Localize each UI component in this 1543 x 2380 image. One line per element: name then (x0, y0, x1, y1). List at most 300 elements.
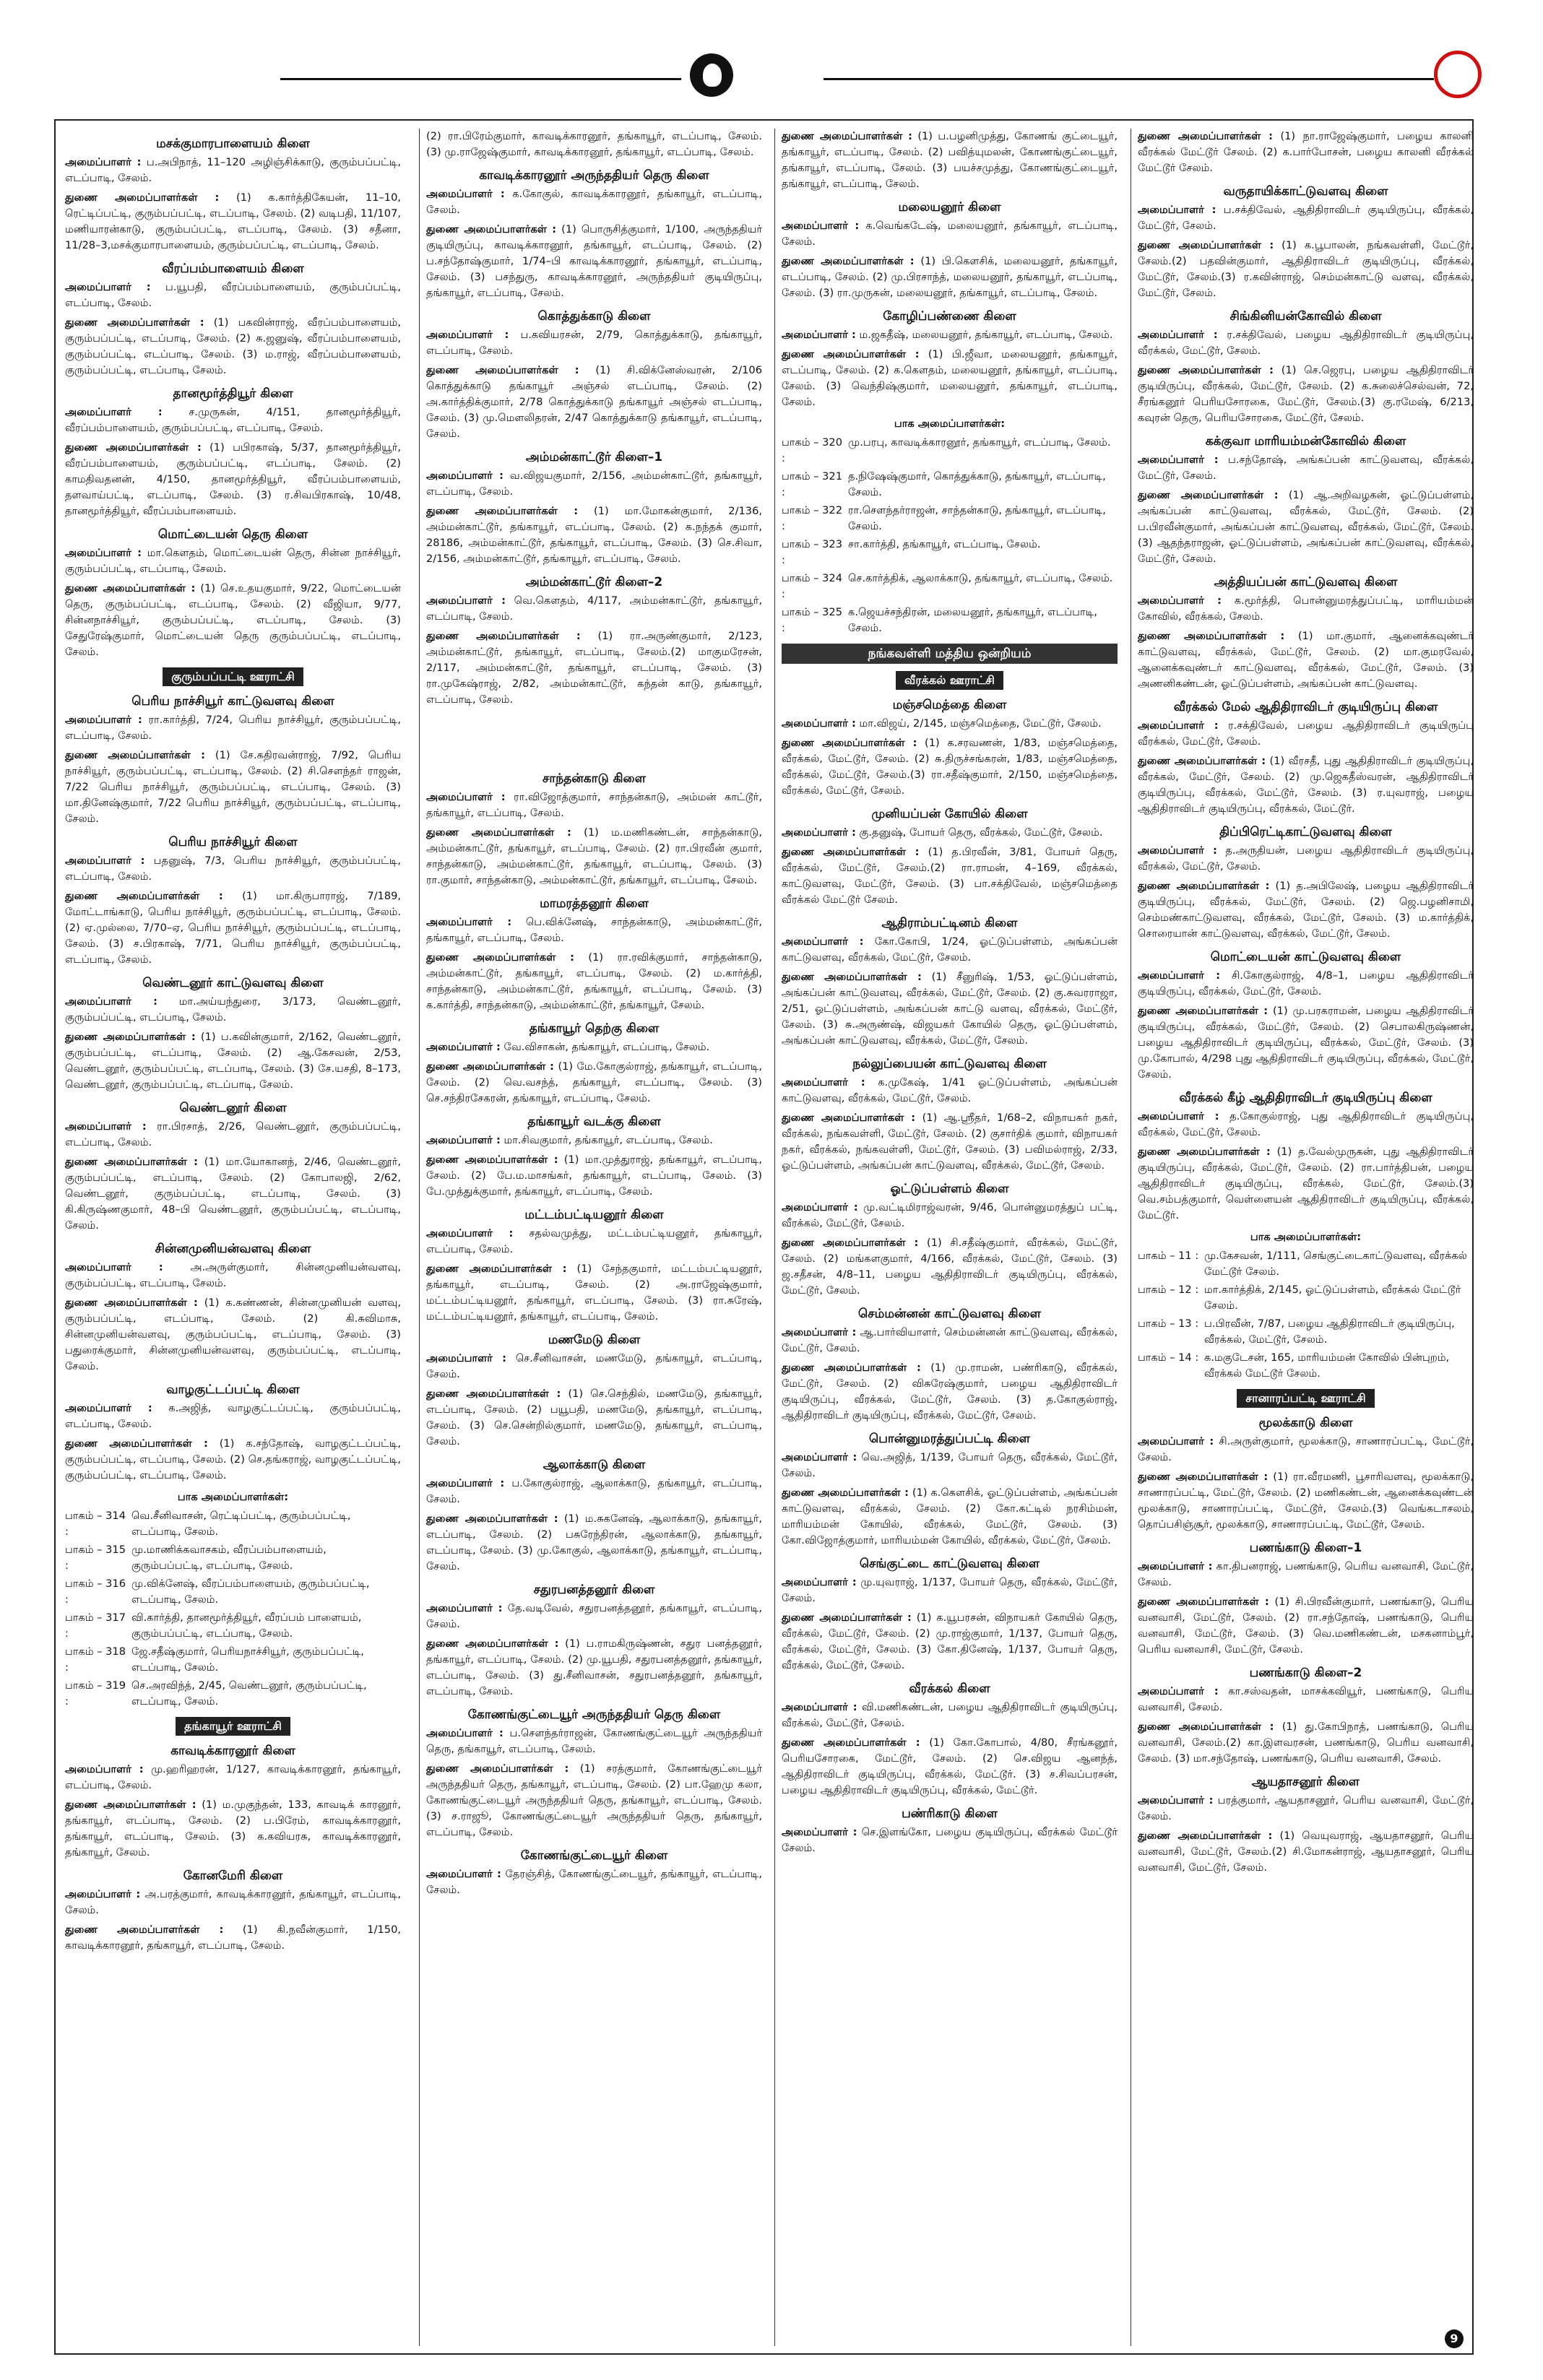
names-text: (1) ப.பழனிமுத்து, கோணங் குட்டையூர், தங்காயூர், எடப்பாடி, சேலம். (2) பவித்யுமலன், கோணங்குட்டையூர், தங்காயூர், எடப்பாடி, சேலம். (3) பயச்சமுத்து, கோணங்குட்டையூர், தங்காயூர், எடப்பாடி, சேலம். (782, 130, 1118, 190)
organizer-entry (782, 347, 1118, 410)
role-label: அமைப்பாளர் : (426, 916, 512, 928)
role-label: அமைப்பாளர் : (782, 1451, 857, 1463)
names-text: ப.சக்திவேல், ஆதிதிராவிடர் குடியிருப்பு, வீரக்கல், மேட்டூர், சேலம். (1138, 204, 1474, 232)
names-text: (1) மே.கோகுல்ராஜ், தங்காயூர், எடப்பாடி, சேலம். (2) வெ.வசந்த், தங்காயூர், எடப்பாடி, சேலம். (3) செ.சந்திரசேகரன், தங்காயூர், எடப்பாடி, சேலம். (426, 1060, 762, 1104)
role-label: அமைப்பாளர் : (426, 1134, 501, 1146)
organizer-entry (426, 363, 762, 442)
booth-organizer: க.மகுடேசன், 165, மாரியம்மன் கோவில் பின்புறம், வீரக்கல் மேட்டூர் சேலம். (1204, 1351, 1450, 1380)
role-label: அமைப்பாளர் : (65, 1120, 147, 1133)
role-label: அமைப்பாளர் : (426, 594, 506, 607)
names-text: ப.கோகுல்ராஜ், ஆலாக்காடு, தங்காயூர், எடப்பாடி, சேலம். (426, 1477, 762, 1505)
organizer-entry (782, 1610, 1118, 1674)
column-divider (774, 129, 775, 2346)
names-text: பெ.விக்னேஷ், சாந்தன்காடு, அம்மன்காட்டூர், தங்காயூர், எடப்பாடி, சேலம். (426, 916, 762, 944)
names-text: (1) க.பூபாலன், நங்கவள்ளி, மேட்டூர், சேலம்.(2) பதவின்குமார், ஆதிதிராவிடர் குடியிருப்பு, வீரக்கல், மேட்டூர், சேலம்.(3) ர.கவின்ராஜ், செம்மன்காட்டு வளவு, வீரக்கல், மேட்டூர், சேலம். (1138, 239, 1474, 299)
booth-row (1138, 1248, 1474, 1280)
organizer-entry (1138, 129, 1474, 176)
names-text: தேரஞ்சித், கோணங்குட்டையூர், தங்காயூர், எடப்பாடி, சேலம். (426, 1868, 762, 1896)
organizer-entry (65, 1029, 401, 1093)
names-text: (1) ப.ராமகிருஷ்ணன், சதுர பனத்தனூர், தங்காயூர், எடப்பாடி, சேலம். (2) மு.யூபதி, சதுரபனத்தனூர், தங்காயூர், எடப்பாடி, சேலம். (3) து.சீனிவாசன், சதுரபனத்தனூர், தங்காயூர், எடப்பாடி, சேலம். (426, 1637, 762, 1697)
section-heading: பண்ரிகாடு கிளை (902, 1806, 998, 1821)
names-text: க.முகேஷ், 1/41 ஓட்டுப்பள்ளம், அங்கப்பன் காட்டுவளவு, வீரக்கல், மேட்டூர், சேலம். (782, 1076, 1118, 1104)
role-label: அமைப்பாளர் : (426, 1477, 505, 1489)
names-text: (1) பபிரகாஷ், 5/37, தானமூர்த்தியூர், வீரப்பம்பாளையம், குரும்பப்பட்டி, எடப்பாடி, சேலம். (2) காமதிவதனன், 4/150, தானமூர்த்தியூர், வீரப்பம்பாளையம், தளவாய்பட்டி, எடப்பாடி, சேலம். (3) ர.சிவபிரகாஷ், 10/48, தானமூர்த்தியூர், வீரப்பம்பாளையம். (65, 441, 401, 517)
role-label: அமைப்பாளர் : (426, 469, 503, 482)
names-text: ச.முருகன், 4/151, தானமூர்த்தியூர், வீரப்பம்பாளையம், குரும்பப்பட்டி, எடப்பாடி, சேலம். (65, 406, 401, 434)
names-text: (1) த.பிரவீன், 3/81, போயர் தெரு, வீரக்கல், மேட்டூர், சேலம்.(2) ரா.ராமன், 4–169, வீரக்கல், காட்டுவளவு, மேட்டூர், சேலம். (3) பா.சக்திவேல், மஞ்சமெத்தை வீரக்கல் மேட்டூர் சேலம். (782, 846, 1118, 906)
organizer-entry (782, 1200, 1118, 1232)
column-4 (1138, 129, 1474, 2346)
names-text: (1) மா.முத்துராஜ், தங்காயூர், எடப்பாடி, சேலம். (2) பே.ம.மாசங்கர், தங்காயூர், எடப்பாடி, சேலம். (3) பே.முத்துக்குமார், தங்காயூர், எடப்பாடி, சேலம். (426, 1154, 762, 1198)
names-text: (1) க.கார்த்திகேயன், 11–10, ரெட்டிப்பட்டி, குரும்பப்பட்டி, எடப்பாடி, சேலம். (2) வடிபதி, 11/107, மணியாரன்காடு, குரும்பப்பட்டி, எடப்பாடி, சேலம். (3) சதீனா, 11/28–3,மசக்குமாரபாளையம், குரும்பப்பட்டி, எடப்பாடி, சேலம். (65, 191, 401, 251)
organizer-entry (65, 1119, 401, 1151)
section-heading: மூலக்காடு கிளை (1258, 1416, 1353, 1430)
role-label: அமைப்பாளர் : (1138, 1794, 1214, 1806)
names-text: (1) பி.கௌசிக், மலையனூர், தங்காயூர், எடப்பாடி, சேலம். (2) மு.பிரசாந்த், மலையனூர், தங்காயூர், எடப்பாடி, சேலம். (3) ரா.முருகன், மலையனூர், தங்காயூர், எடப்பாடி, சேலம். (782, 255, 1118, 299)
organizer-entry (782, 1075, 1118, 1107)
role-label: அமைப்பாளர் : (65, 156, 142, 168)
role-label: துணை அமைப்பாளர்கள் : (1138, 130, 1274, 142)
names-text: த.அருதியன், பழைய ஆதிதிராவிடர் குடியிருப்பு, வீரக்கல், மேட்டூர், சேலம். (1138, 844, 1474, 873)
role-label: துணை அமைப்பாளர்கள் : (426, 1060, 555, 1073)
role-label: அமைப்பாளர் : (426, 1727, 503, 1739)
section-heading: வருதாயிக்காட்டுவளவு கிளை (1223, 184, 1388, 199)
organizer-entry (426, 1476, 762, 1507)
role-label: அமைப்பாளர் : (65, 854, 145, 867)
role-label: அமைப்பாளர் : (782, 717, 856, 730)
organizer-entry (426, 950, 762, 1013)
role-label: அமைப்பாளர் : (426, 1602, 503, 1614)
names-text: (1) சி.சதீஷ்குமார், வீரக்கல், மேட்டூர், சேலம். (2) மங்களகுமார், 4/166, வீரக்கல், மேட்டூர், சேலம். (3) ஜ.சதீசன், 4/8–11, பழைய ஆதிதிராவிடர் குடியிருப்பு, வீரக்கல், மேட்டூர், சேலம். (782, 1237, 1118, 1297)
section-heading: கொத்துக்காடு கிளை (537, 309, 651, 324)
names-text: (1) த.அபிலேஷ், பழைய ஆதிதிராவிடர் குடியிருப்பு, வீரக்கல், மேட்டூர், சேலம். (2) ஜெ.பழனிசாமி, செம்மண்காட்டுவளவு, வீரக்கல், மேட்டூர், சேலம். (3) ம.கார்த்திக், சொரையான் காட்டுவளவு, வீரக்கல், மேட்டூர், சேலம். (1138, 880, 1474, 940)
booth-organizer: மு.விக்னேஷ், வீரப்பம்பாளையம், குரும்பப்பட்டி, எடப்பாடி, சேலம். (131, 1578, 370, 1606)
names-text: ப.அபிநாத், 11–120 அழிஞ்சிக்காடு, குரும்பப்பட்டி, எடப்பாடி, சேலம். (65, 156, 401, 184)
names-text: மு.ஹரிஹரன், 1/127, காவடிக்காரனூர், தங்காயூர், எடப்பாடி, சேலம். (65, 1763, 401, 1791)
names-text: (1) மா.குமார், ஆனைக்கவுண்டர் காட்டுவளவு, வீரக்கல், மேட்டூர், சேலம். (2) மா.குமரவேல், ஆனைக்கவுண்டர் காட்டுவளவு, வீரக்கல், மேட்டூர், சேலம். (3) அணனிகண்டன், ஓட்டுப்பள்ளம், அங்கப்பன் காட்டுவளவு. (1138, 630, 1474, 690)
booth-row (782, 469, 1118, 501)
organizer-entry (65, 1922, 401, 1954)
role-label: அமைப்பாளர் : (65, 1261, 163, 1273)
role-label: அமைப்பாளர் : (1138, 1560, 1213, 1572)
booth-row (65, 1644, 401, 1676)
role-label: துணை அமைப்பாளர்கள் : (65, 1031, 196, 1043)
organizer-entry (1138, 1003, 1474, 1083)
booth-number: பாகம் – 324 : (782, 572, 842, 600)
page-header (0, 43, 1543, 108)
section-heading: காவடிக்காரனூர் அருந்ததியர் தெரு கிளை (479, 168, 709, 183)
role-label: துணை அமைப்பாளர்கள் : (782, 1736, 920, 1749)
names-text: ரா.பிரசாத், 2/26, வெண்டனூர், குரும்பப்பட்டி, எடப்பாடி, சேலம். (65, 1120, 401, 1148)
names-text: (1) த.வேல்முருகன், புது ஆதிதிராவிடர் குடியிருப்பு, வீரக்கல், மேட்டூர், சேலம். (2) ரா.பார்த்திபன், பழைய ஆதிதிராவிடர் குடியிருப்பு, வீரக்கல், மேட்டூர், சேலம்.(3) வெ.சம்பத்குமார், வெள்ளையன் ஆதிதிராவிடர் குடியிருப்பு, வீரக்கல், மேட்டூர். (1138, 1146, 1474, 1221)
booth-row (65, 1508, 401, 1540)
booth-organizer: மா.கார்த்திக், 2/145, ஓட்டுப்பள்ளம், வீரக்கல் மேட்டூர் சேலம். (1204, 1284, 1461, 1312)
role-label: அமைப்பாளர் : (426, 1868, 501, 1880)
role-label: துணை அமைப்பாளர்கள் : (782, 1237, 919, 1249)
names-text: ர.சக்திவேல், பழைய ஆதிதிராவிடர் குடியிருப்பு வீரக்கல், மேட்டூர், சேலம். (1138, 719, 1474, 748)
role-label: துணை அமைப்பாளர்கள் : (782, 846, 920, 858)
organizer-entry (782, 254, 1118, 301)
booth-organizer: மு.பரபு, காவடிக்காரனூர், தங்காயூர், எடப்பாடி, சேலம். (848, 436, 1111, 449)
role-label: அமைப்பாளர் : (65, 995, 157, 1008)
names-text: (1) சேந்தகுமார், மட்டம்பட்டியனூர், தங்காயூர், எடப்பாடி, சேலம். (2) அ.ராஜேஷ்குமார், மட்டம்பட்டியனூர், தங்காயூர், எடப்பாடி, சேலம். (3) ரா.சுரேஷ், மட்டம்பட்டியனூர், தங்காயூர், எடப்பாடி, சேலம். (426, 1263, 762, 1323)
names-text: அ.அருள்குமார், சின்னமுனியன்வளவு, குரும்பப்பட்டி, எடப்பாடி, சேலம். (65, 1261, 401, 1289)
organizer-entry (782, 969, 1118, 1049)
section-heading: மஞ்சமெத்தை கிளை (892, 698, 1007, 712)
names-text: (1) செ.ஜெரபு, பழைய ஆதிதிராவிடர் குடியிருப்பு, வீரக்கல், மேட்டூர், சேலம். (2) க.சுலைச்செல்வன், 72, சீரங்கனூர் பெரியசோரகை, மேட்டூர், சேலம்.(3) கு.ரமேஷ், 6/213, கவுரன் தெரு, பெரியசோரகை, மேட்டூர், சேலம். (1138, 364, 1474, 424)
organizer-entry (65, 315, 401, 378)
role-label: துணை அமைப்பாளர்கள் : (426, 826, 571, 839)
names-text: வெ.கௌதம், 4/117, அம்மன்காட்டூர், தங்காயூர், எடப்பாடி, சேலம். (426, 594, 762, 623)
organizer-entry (426, 1152, 762, 1200)
organizer-entry (1138, 238, 1474, 301)
booth-organizer: த.நிஷேஷ்குமார், கொத்துக்காடு, தங்காயூர், எடப்பாடி, சேலம். (848, 470, 1106, 498)
role-label: துணை அமைப்பாளர்கள் : (426, 1388, 561, 1400)
section-heading: ஆலாக்காடு கிளை (543, 1458, 646, 1472)
names-text: ப.யூபதி, வீரப்பம்பாளையம், குரும்பப்பட்டி, எடப்பாடி, சேலம். (65, 281, 401, 309)
role-label: துணை அமைப்பாளர்கள் : (65, 749, 205, 761)
role-label: அமைப்பாளர் : (782, 826, 856, 839)
role-label: அமைப்பாளர் : (1138, 594, 1222, 607)
names-text: (1) மா.மோகன்குமார், 2/136, அம்மன்காட்டூர், தங்காயூர், எடப்பாடி, சேலம். (2) க.நந்தக் குமார், 28186, அம்மன்காட்டூர், தங்காயூர், எடப்பாடி, சேலம். (3) செ.சிவா, 2/156, அம்மன்காட்டூர், தங்காயூர், எடப்பாடி, சேலம். (426, 505, 762, 565)
organizer-entry (1138, 1594, 1474, 1658)
organizer-entry (1138, 968, 1474, 1000)
organizer-entry (782, 1450, 1118, 1481)
section-heading: பெரிய நாச்சியூர் காட்டுவளவு கிளை (131, 694, 334, 709)
organizer-entry (65, 155, 401, 186)
section-heading: காவடிக்காரனூர் கிளை (170, 1744, 295, 1758)
section-heading: மலையனூர் கிளை (898, 200, 1001, 215)
section-heading: மணமேடு கிளை (548, 1333, 641, 1347)
names-text: த.கோகுல்ராஜ், புது ஆதிதிராவிடர் குடியிருப்பு, வீரக்கல், மேட்டூர், சேலம். (1138, 1110, 1474, 1138)
role-label: துணை அமைப்பாளர்கள் : (1138, 880, 1270, 892)
names-text: ரா.கார்த்தி, 7/24, பெரிய நாச்சியூர், குரும்பப்பட்டி, எடப்பாடி, சேலம். (65, 714, 401, 742)
role-label: அமைப்பாளர் : (65, 1402, 152, 1414)
booth-number: பாகம் – 317 : (65, 1611, 126, 1640)
role-label: அமைப்பாளர் : (426, 329, 509, 341)
organizer-entry (1138, 843, 1474, 875)
organizer-entry (782, 934, 1118, 966)
organizer-entry (782, 327, 1118, 343)
booth-number: பாகம் – 14 : (1138, 1351, 1199, 1364)
organizer-entry (1138, 753, 1474, 817)
organizer-entry (1138, 1828, 1474, 1876)
names-text: ப.சந்தோஷ், அங்கப்பன் காட்டுவளவு, வீரக்கல், மேட்டூர், சேலம். (1138, 454, 1474, 482)
names-text: கா.திபனராஜ், பணங்காடு, பெரிய வனவாசி, மேட்டூர், சேலம். (1138, 1560, 1474, 1588)
section-heading: ஆயதாசனூர் கிளை (1251, 1775, 1360, 1789)
section-heading: நல்லுப்பையன் காட்டுவளவு கிளை (852, 1057, 1047, 1071)
names-text: சி.கோகுல்ராஜ், 4/8–1, பழைய ஆதிதிராவிடர் குடியிருப்பு, வீரக்கல், மேட்டூர், சேலம். (1138, 969, 1474, 998)
names-text: (1) கி.நவீன்குமார், 1/150, காவடிக்காரனூர், தங்காயூர், எடப்பாடி, சேலம். (65, 1924, 401, 1952)
continued-text: (2) ரா.பிரேம்குமார், காவடிக்காரனூர், தங்காயூர், எடப்பாடி, சேலம். (3) மு.ராஜேஷ்குமார், காவடிக்காரனூர், தங்காயூர், எடப்பாடி, சேலம். (426, 130, 762, 158)
masthead-emblem-icon (690, 53, 733, 97)
organizer-entry (782, 1825, 1118, 1856)
names-text: கோ.கோபி, 1/24, ஓட்டுப்பள்ளம், அங்கப்பன் காட்டுவளவு, வீரக்கல், மேட்டூர், சேலம். (782, 935, 1118, 964)
organizer-entry (426, 1351, 762, 1382)
organizer-entry (65, 748, 401, 827)
names-text: (1) செ.உதயகுமார், 9/22, மொட்டையன் தெரு, குரும்பப்பட்டி, எடப்பாடி, சேலம். (2) வீஜியா, 9/77, சின்னநாச்சியூர், குரும்பப்பட்டி, எடப்பாடி, சேலம். (3) சேதுரேஷ்குமார், மொட்டையன் தெரு குரும்பப்பட்டி, எடப்பாடி, சேலம். (65, 582, 401, 658)
organizer-entry (1138, 1109, 1474, 1141)
column-1 (65, 129, 401, 2346)
organizer-entry (782, 1735, 1118, 1799)
role-label: அமைப்பாளர் : (426, 188, 505, 200)
section-heading: சதுரபனத்தனூர் கிளை (533, 1583, 655, 1597)
booth-organizer: செ.கார்த்திக், ஆலாக்காடு, தங்காயூர், எடப்பாடி, சேலம். (848, 572, 1113, 584)
panchayat-label: வீரக்கல் ஊராட்சி (896, 671, 1003, 690)
role-label: துணை அமைப்பாளர்கள் : (65, 1297, 198, 1309)
role-label: துணை அமைப்பாளர்கள் : (65, 1156, 198, 1168)
role-label: துணை அமைப்பாளர்கள் : (782, 130, 912, 142)
organizer-entry (426, 1059, 762, 1107)
names-text: மா.அய்யந்துரை, 3/173, வெண்டனூர், குரும்பப்பட்டி, எடப்பாடி, சேலம். (65, 995, 401, 1024)
role-label: அமைப்பாளர் : (1138, 969, 1221, 982)
booth-number: பாகம் – 320 : (782, 436, 842, 464)
role-label: அமைப்பாளர் : (426, 1352, 506, 1364)
organizer-entry (65, 1260, 401, 1291)
names-text: வி.மணிகண்டன், பழைய ஆதிதிராவிடர் குடியிருப்பு, வீரக்கல், மேட்டூர், சேலம். (782, 1701, 1118, 1729)
section-heading: கோணங்குட்டையூர் அருந்ததியர் தெரு கிளை (467, 1708, 721, 1722)
booth-number: பாகம் – 315 : (65, 1544, 126, 1572)
names-text: மா.விஜய், 2/145, மஞ்சமெத்தை, மேட்டூர், சேலம். (859, 717, 1102, 730)
role-label: துணை அமைப்பாளர்கள் : (1138, 239, 1274, 251)
union-banner: நங்கவள்ளி மத்திய ஒன்றியம் (782, 644, 1118, 664)
names-text: (1) ரா.அருண்குமார், 2/123, அம்மன்காட்டூர், தங்காயூர், எடப்பாடி, சேலம்.(2) மாகுமரேசன், 2/117, அம்மன்காட்டூர், தங்காயூர், எடப்பாடி, சேலம். (3) ரா.முகேஷ்ராஜ், 2/82, அம்மன்காட்டூர், கந்தன் காடு, தங்காயூர், எடப்பாடி, சேலம். (426, 630, 762, 706)
organizer-entry (782, 1575, 1118, 1606)
names-text: ப.சௌந்தர்ராஜன், கோணங்குட்டையூர் அருந்ததியர் தெரு, தங்காயூர், எடப்பாடி, சேலம். (426, 1727, 762, 1755)
section-heading: கோழிப்பண்ணை கிளை (883, 309, 1016, 324)
names-text: செ.இளங்கோ, பழைய குடியிருப்பு, வீரக்கல் மேட்டூர் சேலம். (782, 1826, 1118, 1854)
role-label: அமைப்பாளர் : (782, 1701, 857, 1713)
organizer-entry (1138, 628, 1474, 692)
names-text: (1) சி.விக்னேஸ்வரன், 2/106 கொத்துக்காடு தங்காயூர் அஞ்சல் எடப்பாடி, சேலம். (2) அ.கார்த்திக்குமார், 2/78 கொத்துக்காடு தங்காயூர் அஞ்சல் எடப்பாடி, சேலம். (3) மு.மௌலிதரன், 2/47 கொத்துக்காடு தங்காயூர், எடப்பாடி, சேலம். (426, 364, 762, 440)
names-text: பரத்குமார், ஆயதாசனூர், பெரிய வனவாசி, மேட்டூர், சேலம். (1138, 1794, 1474, 1822)
organizer-entry (1138, 363, 1474, 426)
organizer-entry (426, 1226, 762, 1258)
booth-number: பாகம் – 321 : (782, 470, 842, 498)
role-label: துணை அமைப்பாளர்கள் : (782, 255, 915, 267)
organizer-entry (782, 1235, 1118, 1299)
organizer-entry (65, 712, 401, 744)
role-label: அமைப்பாளர் : (65, 547, 142, 559)
names-text: க.மூர்த்தி, பொன்னுமரத்துப்பட்டி, மாரியம்மன் கோவில், வீரக்கல், சேலம். (1138, 594, 1474, 623)
role-label: அமைப்பாளர் : (1138, 329, 1218, 341)
role-label: துணை அமைப்பாளர்கள் : (782, 1362, 921, 1374)
role-label: துணை அமைப்பாளர்கள் : (782, 737, 917, 749)
role-label: துணை அமைப்பாளர்கள் : (65, 582, 196, 594)
names-text: செ.சீனிவாசன், மணமேடு, தங்காயூர், எடப்பாடி, சேலம். (426, 1352, 762, 1380)
panchayat-label: சானாரப்பட்டி ஊராட்சி (1237, 1389, 1374, 1408)
organizer-entry (65, 545, 401, 577)
names-text: ரா.விஜோத்குமார், சாந்தன்காடு, அம்மன் காட்டூர், தங்காயூர், எடப்பாடி, சேலம். (426, 791, 762, 819)
section-heading: பணங்காடு கிளை–1 (1249, 1541, 1362, 1555)
names-text: (1) ஆ.அறிவழகன், ஓட்டுப்பள்ளம், அங்கப்பன் காட்டுவளவு, வீரக்கல், மேட்டூர், சேலம். (2) ப.பிரவீன்குமார், அங்கப்பன் காட்டுவளவு, வீரக்கல், மேட்டூர், சேலம்.(3) ஆதந்தராஜன், ஓட்டுப்பள்ளம், அங்கப்பன் காட்டுவளவு, வீரக்கல், மேட்டூர், சேலம். (1138, 489, 1474, 565)
names-text: (1) ம.சுகனேஷ், ஆலாக்காடு, தங்காயூர், எடப்பாடி, சேலம். (2) பசுரேந்திரன், ஆலாக்காடு, தங்காயூர், எடப்பாடி, சேலம். (3) மு.கோகுல், ஆலாக்காடு, தங்காயூர், எடப்பாடி, சேலம். (426, 1513, 762, 1572)
organizer-entry (65, 853, 401, 885)
names-text: (1) பகவின்ராஜ், வீரப்பம்பாளையம், குரும்பப்பட்டி, எடப்பாடி, சேலம். (2) சு.ஜனுஷ், வீரப்பம்பாளையம், குரும்பப்பட்டி, எடப்பாடி, சேலம். (3) ம.ராஜ், வீரப்பம்பாளையம், குரும்பப்பட்டி, எடப்பாடி, சேலம். (65, 316, 401, 376)
section-heading: சின்னமுனியன்வளவு கிளை (155, 1242, 311, 1256)
names-text: (1) க.சரவணன், 1/83, மஞ்சமெத்தை, வீரக்கல், மேட்டூர், சேலம். (2) சு.திருச்சங்கரன், 1/83, மஞ்சமெத்தை, வீரக்கல், மேட்டூர், சேலம்.(3) ரா.சதீஷ்குமார், 2/150, மஞ்சமெத்தை, வீரக்கல், மேட்டூர், சேலம். (782, 737, 1118, 797)
organizer-entry (426, 1726, 762, 1757)
role-label: துணை அமைப்பாளர்கள் : (426, 1154, 558, 1166)
organizer-entry (65, 1797, 401, 1861)
section-heading: திப்பிரெட்டிகாட்டுவளவு கிளை (1219, 825, 1392, 839)
section-heading: பொன்னுமரத்துப்பட்டி கிளை (869, 1432, 1030, 1446)
role-label: துணை அமைப்பாளர்கள் : (1138, 364, 1274, 376)
spacer (426, 711, 762, 763)
role-label: துணை அமைப்பாளர்கள் : (1138, 1596, 1269, 1608)
organizer-entry (426, 1261, 762, 1325)
section-heading: வெண்டனூர் கிளை (179, 1101, 287, 1115)
organizer-entry (782, 218, 1118, 250)
role-label: துணை அமைப்பாளர்கள் : (426, 1263, 567, 1275)
organizer-entry (65, 1762, 401, 1793)
section-heading: மொட்டையன் காட்டுவளவு கிளை (1210, 950, 1401, 964)
names-text: (1) ப.கவின்குமார், 2/162, வெண்டனூர், குரும்பப்பட்டி, எடப்பாடி, சேலம். (2) ஆ.கேசவன், 2/53, வெண்டனூர், குரும்பப்பட்டி, எடப்பாடி, சேலம். (3) சே.யசதி, 8–173, வெண்டனூர், குரும்பப்பட்டி, எடப்பாடி, சேலம். (65, 1031, 401, 1091)
role-label: துணை அமைப்பாளர்கள் : (782, 1611, 912, 1624)
names-text: (1) மா.யோகானந், 2/46, வெண்டனூர், குரும்பப்பட்டி, எடப்பாடி, சேலம். (2) கோபாலஜி, 2/62, வெண்டனூர், குரும்பப்பட்டி, எடப்பாடி, சேலம். (3) கி.கிருஷ்ணகுமார், 48–பி வெண்டனூர், குரும்பப்பட்டி, எடப்பாடி, சேலம். (65, 1156, 401, 1232)
organizer-entry (65, 581, 401, 660)
role-label: துணை அமைப்பாளர்கள் : (65, 1799, 196, 1811)
organizer-entry (426, 327, 762, 359)
booth-organizer: க.ஜெயச்சந்திரன், மலையனூர், தங்காயூர், எடப்பாடி, சேலம். (848, 606, 1097, 634)
role-label: அமைப்பாளர் : (1138, 844, 1217, 857)
names-text: சி.அருள்குமார், மூலக்காடு, சாணாரப்பட்டி, மேட்டூர், சேலம். (1138, 1435, 1474, 1463)
role-label: துணை அமைப்பாளர்கள் : (426, 1637, 559, 1650)
names-text: பதனுஷ், 7/3, பெரிய நாச்சியூர், குரும்பப்பட்டி, எடப்பாடி, சேலம். (65, 854, 401, 883)
names-text: சதல்வமுத்து, மட்டம்பட்டியனூர், தங்காயூர், எடப்பாடி, சேலம். (426, 1227, 762, 1255)
organizer-entry (426, 1866, 762, 1898)
names-text: (1) வெயுவராஜ், ஆயதாசனூர், பெரிய வனவாசி, மேட்டூர், சேலம்.(2) சி.மோகன்ராஜ், ஆயதாசனூர், பெரிய வனவாசி, மேட்டூர், சேலம். (1138, 1830, 1474, 1874)
section-heading: வீரக்கல் கீழ் ஆதிதிராவிடர் குடியிருப்பு கிளை (1179, 1091, 1432, 1105)
organizer-entry (65, 190, 401, 254)
organizer-entry (426, 1133, 762, 1148)
names-text: ஆ.பார்வியாளர், செம்மன்னன் காட்டுவளவு, வீரக்கல், மேட்டூர், சேலம். (782, 1326, 1118, 1354)
organizer-entry (426, 503, 762, 567)
names-text: ர.சக்திவேல், பழைய ஆதிதிராவிடர் குடியிருப்பு, வீரக்கல், மேட்டூர், சேலம். (1138, 329, 1474, 357)
section-heading: பெரிய நாச்சியூர் கிளை (168, 835, 298, 849)
booth-number: பாகம் – 316 : (65, 1578, 126, 1606)
names-text: மு.வட்டிமிராஜ்வரன், 9/46, பொன்னுமரத்துப் பட்டி, வீரக்கல், மேட்டூர், சேலம். (782, 1201, 1118, 1229)
section-heading: வாழகுட்டப்பட்டி கிளை (166, 1382, 300, 1397)
names-text: (1) து.கோபிநாத், பணங்காடு, பெரிய வனவாசி, சேலம்.(2) கா.இளவரசன், பணங்காடு, பெரிய வனவாசி, சேலம். (3) மா.சந்தோஷ், பணங்காடு, பெரிய வனவாசி, சேலம். (1138, 1721, 1474, 1765)
panchayat-label: தங்காயூர் ஊராட்சி (176, 1717, 290, 1736)
role-label: அமைப்பாளர் : (65, 1763, 144, 1775)
section-heading: வீரக்கல் கிளை (909, 1682, 990, 1696)
section-heading: சாந்தன்காடு கிளை (543, 771, 646, 786)
organizer-entry (1138, 1144, 1474, 1224)
organizer-entry (65, 440, 401, 519)
organizer-entry (65, 1401, 401, 1432)
booth-number: பாகம் – 318 : (65, 1645, 126, 1674)
role-label: துணை அமைப்பாளர்கள் : (426, 223, 557, 235)
section-heading: வெண்டனூர் காட்டுவளவு கிளை (142, 976, 324, 990)
role-label: துணை அமைப்பாளர்கள் : (426, 951, 574, 964)
names-text: மு.யுவராஜ், 1/137, போயர் தெரு, வீரக்கல், மேட்டூர், சேலம். (782, 1576, 1118, 1604)
section-heading: கோனமேரி கிளை (183, 1869, 283, 1883)
section-heading: மாமரத்தனூர் கிளை (540, 896, 649, 911)
booth-row (782, 605, 1118, 636)
section-heading: மட்டம்பட்டியனூர் கிளை (524, 1208, 664, 1222)
section-heading: சிங்கினியன்கோவில் கிளை (1229, 309, 1382, 324)
organizer-entry (782, 129, 1118, 192)
header-rule-left (280, 78, 681, 80)
names-text: (1) ஆ.ஸ்ரீதர், 1/68–2, விநாயகர் நகர், வீரக்கல், நங்கவள்ளி, மேட்டூர், சேலம். (2) குசார்திக் குமார், விநாயகர் நகர், வீரக்கல், நங்கவள்ளி, மேட்டூர், சேலம். (3) பவிமல்ராஜ், 2/33, ஓட்டுப்பள்ளம், அங்கப்பன் காட்டுவளவு, வீரக்கல், மேட்டூர், சேலம். (782, 1112, 1118, 1172)
role-label: அமைப்பாளர் : (426, 791, 506, 803)
booth-organizer: வி.கார்த்தி, தானமூர்த்தியூர், வீரப்பம் பாளையம், குரும்பப்பட்டி, எடப்பாடி, சேலம். (131, 1611, 362, 1640)
role-label: துணை அமைப்பாளர்கள் : (1138, 489, 1279, 501)
names-text: (1) பி.ஜீவா, மலையனூர், தங்காயூர், எடப்பாடி, சேலம். (2) க.கௌதம், மலையனூர், தங்காயூர், எடப்பாடி, சேலம். (3) வெந்திஷ்குமார், மலையனூர், தங்காயூர், எடப்பாடி, சேலம். (782, 348, 1118, 408)
role-label: துணை அமைப்பாளர்கள் : (1138, 755, 1266, 767)
role-label: துணை அமைப்பாளர்கள் : (1138, 1471, 1268, 1483)
names-text: (1) க.கௌசிக், ஓட்டுப்பள்ளம், அங்கப்பன் காட்டுவளவு, வீரக்கல், சேலம். (2) கோ.கட்டில் நரசிம்மன், மாரியம்மன் கோயில், வீரக்கல், மேட்டூர், சேலம். (3) கோ.விஜோத்குமார், மாரியம்மன் கோயில், வீரக்கல், மேட்டூர், சேலம். (782, 1487, 1118, 1546)
role-label: அமைப்பாளர் : (782, 1201, 858, 1213)
names-text: (1) வீரசதீ, புது ஆதிதிராவிடர் குடியிருப்பு, வீரக்கல், மேட்டூர், சேலம். (2) மு.ஜெகதீஸ்வரன், ஆதிதிராவிடர் குடியிருப்பு, வீரக்கல், மேட்டூர், சேலம். (3) ர.யுவராஜ், பழைய ஆதிதிராவிடர் குடியிருப்பு, வீரக்கல், மேட்டூர். (1138, 755, 1474, 815)
booth-row (1138, 1282, 1474, 1314)
booth-row (782, 435, 1118, 467)
section-heading: தானமூர்த்தியூர் கிளை (173, 386, 293, 401)
role-label: அமைப்பாளர் : (1138, 719, 1219, 732)
role-label: துணை அமைப்பாளர்கள் : (426, 505, 579, 517)
names-text: ம.ஜகதீஷ், மலையனூர், தங்காயூர், எடப்பாடி, சேலம். (859, 329, 1113, 341)
red-circle-icon (1434, 51, 1482, 98)
role-label: துணை அமைப்பாளர்கள் : (426, 630, 581, 642)
names-text: (1) ம.முகுந்தன், 133, காவடிக் காரனூர், தங்காயூர், எடப்பாடி, சேலம். (2) ப.பிரேம், காவடிக்காரனூர், தங்காயூர், எடப்பாடி, சேலம். (3) க.கவியரசு, காவடிக்காரனூர், தங்காயூர், சேலம். (65, 1799, 401, 1858)
names-text: மா.கௌதம், மொட்டையன் தெரு, சின்ன நாச்சியூர், குரும்பப்பட்டி, எடப்பாடி, சேலம். (65, 547, 401, 575)
names-text: அ.பரத்குமார், காவடிக்காரனூர், தங்காயூர், எடப்பாடி, சேலம். (65, 1888, 401, 1916)
column-3 (782, 129, 1118, 2346)
role-label: துணை அமைப்பாளர்கள் : (782, 1487, 909, 1499)
names-text: கா.சஸ்வதன், மாசக்கவியூர், பணங்காடு, பெரிய வனவாசி, சேலம். (1138, 1685, 1474, 1713)
names-text: க.கோகுல், காவடிக்காரனூர், தங்காயூர், எடப்பாடி, சேலம். (426, 188, 762, 216)
role-label: துணை அமைப்பாளர்கள் : (65, 1924, 224, 1936)
names-text: வே.விசாகன், தங்காயூர், எடப்பாடி, சேலம். (503, 1041, 710, 1053)
organizer-entry (1138, 452, 1474, 484)
role-label: அமைப்பாளர் : (1138, 1685, 1219, 1697)
organizer-entry (782, 844, 1118, 908)
booth-organizer: வெ.சீனிவாசன், ரெட்டிப்பட்டி, குரும்பப்பட்டி, எடப்பாடி, சேலம். (131, 1510, 351, 1538)
organizer-entry (65, 404, 401, 436)
names-text: (1) கோ.கோபால், 4/80, சீரங்கனூர், பெரியசோரகை, மேட்டூர், சேலம். (2) செ.விஜய ஆனந்த், ஆதிதிராவிடர் குடியிருப்பு, வீரக்கல், மேட்டூர். (3) ச.சிவப்பரசன், பழைய ஆதிதிராவிடர் குடியிருப்பு, வீரக்கல், மேட்டூர். (782, 1736, 1118, 1796)
booth-organizer: மு.கேசவன், 1/111, செங்குட்டைகாட்டுவளவு, வீரக்கல் மேட்டூர் சேலம். (1204, 1250, 1467, 1278)
section-heading: மசக்குமாரபாளையம் கிளை (156, 137, 310, 151)
names-text: (1) நா.ராஜேஷ்குமார், பழைய காலனி வீரக்கல் மேட்டூர் சேலம். (2) க.பார்போசன், பழைய காலனி வீரக்கல் மேட்டூர் சேலம். (1138, 130, 1474, 174)
section-heading: செங்குட்டை காட்டுவளவு கிளை (859, 1557, 1040, 1571)
booth-organizer: சா.கார்த்தி, தங்காயூர், எடப்பாடி, சேலம். (848, 538, 1041, 550)
role-label: அமைப்பாளர் : (1138, 204, 1216, 216)
section-heading: பணங்காடு கிளை–2 (1249, 1666, 1362, 1680)
organizer-entry (426, 628, 762, 708)
subsection-heading: பாக அமைப்பாளர்கள்: (1250, 1231, 1362, 1243)
organizer-entry (1138, 1793, 1474, 1825)
organizer-entry (782, 1485, 1118, 1549)
role-label: அமைப்பாளர் : (782, 1076, 865, 1089)
role-label: துணை அமைப்பாளர்கள் : (426, 364, 579, 376)
organizer-entry (65, 888, 401, 968)
booth-number: பாகம் – 323 : (782, 538, 842, 566)
organizer-entry (1138, 327, 1474, 359)
organizer-entry (65, 1154, 401, 1234)
role-label: துணை அமைப்பாளர்கள் : (1138, 1146, 1271, 1158)
booth-row (782, 503, 1118, 535)
page-number: 9 (1445, 2329, 1464, 2348)
organizer-entry (782, 735, 1118, 799)
booth-number: பாகம் – 11 : (1138, 1250, 1199, 1262)
role-label: அமைப்பாளர் : (782, 935, 864, 948)
organizer-entry (1138, 202, 1474, 234)
organizer-entry (1138, 1684, 1474, 1715)
section-heading: கோணங்குட்டையூர் கிளை (520, 1848, 668, 1863)
role-label: அமைப்பாளர் : (65, 1888, 141, 1900)
